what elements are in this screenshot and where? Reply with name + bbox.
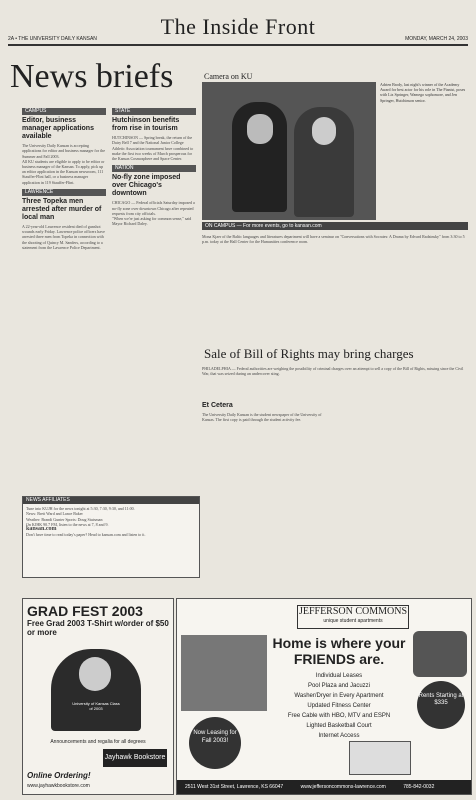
camera-photo bbox=[202, 82, 376, 220]
affiliates-line-5: Don't have time to read today's paper? Head to kansan.com and listen to it. bbox=[26, 532, 146, 538]
location-map bbox=[349, 741, 411, 775]
feature-item: Individual Leases bbox=[315, 673, 363, 679]
nation-section-head: NATION bbox=[112, 165, 196, 172]
gradfest-note: Announcements and regalia for all degrees bbox=[50, 739, 146, 745]
shirt-text: University of Kansas Class of 2003 bbox=[72, 701, 120, 711]
gradfest-ad bbox=[22, 598, 174, 795]
online-ordering: Online Ordering! bbox=[27, 771, 91, 780]
photo-caption: Adrien Brody, last night's winner of the Academy Award for best actor for his role in The Pianist, poses with Liz Springer, Wamego sophomore, and Jen Springer, Hutchinson senior. bbox=[380, 82, 467, 103]
campus-headline: Editor, business manager applications available bbox=[22, 117, 94, 141]
gradfest-subtitle: Free Grad 2003 T-Shirt w/order of $50 or more bbox=[27, 619, 169, 637]
feature-item: Pool Plaza and Jacuzzi bbox=[307, 683, 371, 689]
affiliates-line-2: News: Brett Ward and Lance Baker bbox=[26, 511, 83, 517]
et-cetera-head: Et Cetera bbox=[202, 402, 233, 409]
bookstore-url[interactable]: www.jayhawkbookstore.com bbox=[27, 783, 90, 789]
rents-badge: Rents Starting at $335 bbox=[417, 681, 465, 729]
jefferson-logo bbox=[297, 605, 409, 629]
bill-text: PHILADELPHIA — Federal authorities are weighing the possibility of criminal charges over an attempt to sell a copy of the Bill of Rights, missing since the Civil War, that was seized during an undercover sting. bbox=[202, 366, 465, 377]
news-briefs-title: News briefs bbox=[10, 58, 174, 95]
room-photo bbox=[181, 635, 267, 711]
jayhawk-bookstore-logo: Jayhawk Bookstore bbox=[103, 749, 167, 767]
affiliates-line-4: On KJHK 90.7 FM, listen to the news at 7, 8 and 9. bbox=[26, 521, 109, 527]
on-campus-text: Mona Kjaer of the Baltic languages and literatures department will have a seminar on "Conversations with Socrates: A Drama by Edvard Radzinsky" from 3:30 to 5 p.m. today at the Hall Center for the Humanities conference room. bbox=[202, 234, 466, 245]
state-text: HUTCHINSON — Spring break, the return of the Dairy Bell 7 and the National Junior College Athletic Association tournament have combined to make the first two weeks of March prosperous for the Kansas Cosmosphere and Space Center. bbox=[112, 135, 195, 162]
header-left: 2A • THE UNIVERSITY DAILY KANSAN bbox=[8, 36, 97, 42]
gradfest-photo bbox=[51, 649, 141, 731]
et-cetera bbox=[202, 400, 328, 422]
home-headline: Home is where your FRIENDS are. bbox=[272, 635, 406, 667]
affiliates-line-3: Weather: Brandi Gunter Sports: Doug Stutsman bbox=[26, 516, 103, 522]
now-leasing-badge: Now Leasing for Fall 2003! bbox=[189, 717, 241, 769]
feature-item: Internet Access bbox=[318, 733, 360, 739]
campus-section-head: CAMPUS bbox=[22, 108, 106, 115]
nation-text: CHICAGO — Federal officials Saturday imposed a no-fly zone over downtown Chicago after repeated requests from city officials. "When we're just asking for common sense," said Mayor Richard Daley. bbox=[112, 200, 195, 227]
feature-item: Washer/Dryer in Every Apartment bbox=[294, 693, 384, 699]
page-header bbox=[8, 12, 468, 46]
affiliates-head: NEWS AFFILIATES bbox=[23, 497, 199, 504]
header-date: MONDAY, MARCH 24, 2003 bbox=[405, 36, 468, 42]
gradfest-title: GRAD FEST 2003 bbox=[27, 603, 143, 619]
nation-headline: No-fly zone imposed over Chicago's downtown bbox=[112, 174, 181, 198]
bill-of-rights-headline: Sale of Bill of Rights may bring charges bbox=[204, 346, 414, 361]
footer-address: 2511 West 31st Street, Lawrence, KS 66047 bbox=[185, 784, 284, 790]
et-cetera-text: The University Daily Kansan is the student newspaper of the University of Kansas. The first copy is paid through the student activity fee. bbox=[202, 412, 323, 423]
briefs-col-1 bbox=[22, 104, 106, 250]
jefferson-logo-sub: unique student apartments bbox=[323, 618, 383, 624]
news-affiliates-box bbox=[22, 496, 200, 578]
lawrence-section-head: LAWRENCE bbox=[22, 189, 106, 196]
campus-text: The University Daily Kansan is accepting applications for editor and business manager for the Summer and Fall 2003. All KU students are eligible to apply to be editor or business manager of the Kansan. To apply, pick up an editor application in the Kansan newsroom, 111 Stauffer-Flint hall, or a business manager application in 119 Stauffer-Flint. bbox=[22, 143, 105, 185]
briefs-col-2 bbox=[112, 104, 196, 226]
jefferson-footer bbox=[177, 780, 471, 794]
kansan-link[interactable]: kansan.com bbox=[26, 526, 57, 533]
lawrence-headline: Three Topeka men arrested after murder of local man bbox=[22, 198, 102, 222]
camera-label: Camera on KU bbox=[204, 72, 253, 81]
on-campus-bar: ON CAMPUS — For more events, go to kansan.com bbox=[202, 222, 468, 230]
feature-item: Updated Fitness Center bbox=[307, 703, 371, 709]
footer-phone: 785-842-0032 bbox=[403, 784, 435, 790]
page-title: The Inside Front bbox=[160, 14, 316, 39]
feature-item: Free Cable with HBO, MTV and ESPN bbox=[287, 713, 391, 719]
state-headline: Hutchinson benefits from rise in tourism bbox=[112, 117, 180, 133]
state-section-head: STATE bbox=[112, 108, 196, 115]
people-photo bbox=[413, 631, 467, 677]
affiliates-line-1: Tune into KUJH for the news tonight at 5:30, 7:30, 9:30, and 11:00. bbox=[26, 506, 135, 512]
feature-list bbox=[269, 671, 409, 741]
footer-url[interactable]: www.jeffersoncommons-lawrence.com bbox=[300, 784, 386, 790]
jefferson-commons-ad bbox=[176, 598, 472, 795]
jefferson-logo-text: JEFFERSON COMMONS bbox=[298, 606, 408, 617]
lawrence-text: A 22-year-old Lawrence resident died of gunshot wounds early Friday. Lawrence police officers have arrested three men from Topeka in connection with the shooting of Quincy M. Sanders, according to a statement from the Lawrence Police Department. bbox=[22, 224, 106, 250]
feature-item: Lighted Basketball Court bbox=[306, 723, 372, 729]
